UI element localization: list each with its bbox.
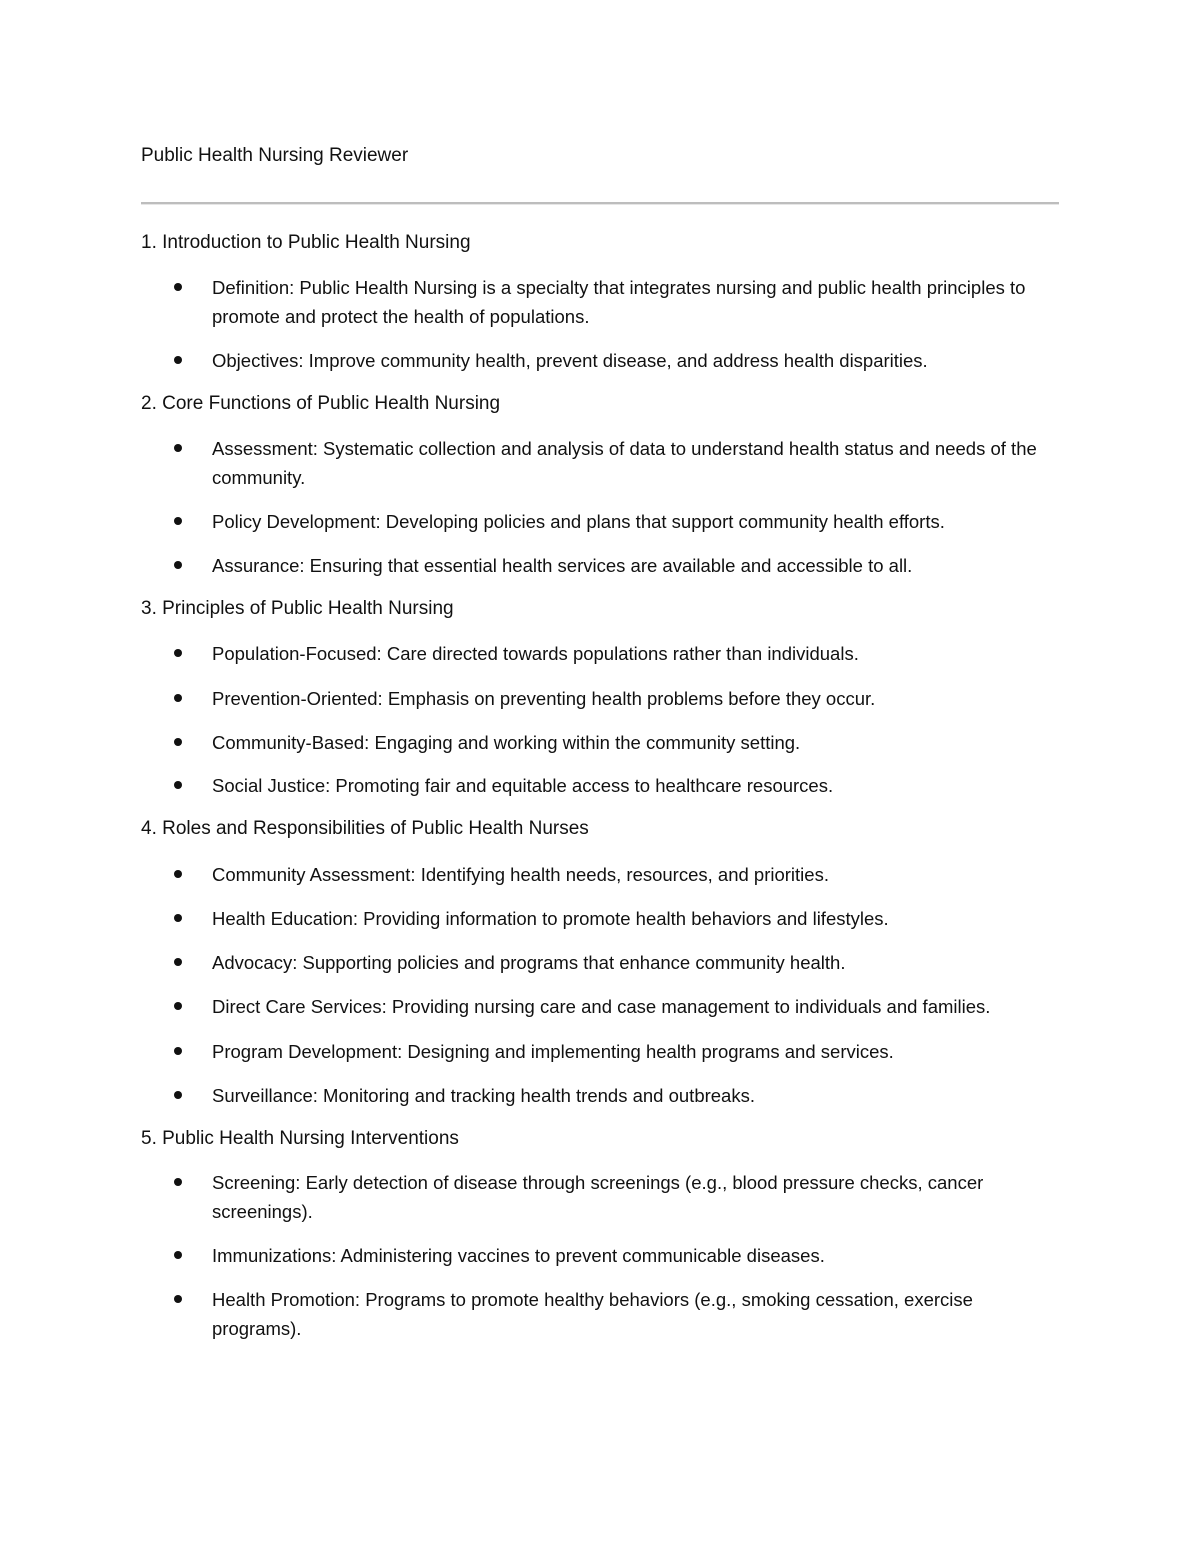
section-heading: 2. Core Functions of Public Health Nursing xyxy=(141,393,501,414)
list-item: Assessment: Systematic collection and analysis of data to understand health status and needs of the community. xyxy=(212,438,1037,488)
list-item: Immunizations: Administering vaccines to prevent communicable diseases. xyxy=(212,1245,825,1266)
list-item: Advocacy: Supporting policies and programs that enhance community health. xyxy=(212,952,846,973)
section-heading: 5. Public Health Nursing Interventions xyxy=(141,1128,459,1149)
list-item: Policy Development: Developing policies and plans that support community health efforts. xyxy=(212,511,945,532)
bullet-icon xyxy=(174,1047,182,1055)
bullet-icon xyxy=(174,781,182,789)
list-item: Health Education: Providing information to promote health behaviors and lifestyles. xyxy=(212,908,889,929)
bullet-icon xyxy=(174,958,182,966)
list-item: Community Assessment: Identifying health needs, resources, and priorities. xyxy=(212,864,829,885)
list-item: Social Justice: Promoting fair and equitable access to healthcare resources. xyxy=(212,775,834,796)
bullet-icon xyxy=(174,914,182,922)
bullet-icon xyxy=(174,1091,182,1099)
document-title: Public Health Nursing Reviewer xyxy=(141,145,409,166)
section-heading: 1. Introduction to Public Health Nursing xyxy=(141,232,471,253)
list-item: Program Development: Designing and implementing health programs and services. xyxy=(212,1041,894,1062)
list-item: Prevention-Oriented: Emphasis on preventing health problems before they occur. xyxy=(212,688,876,709)
bullet-icon xyxy=(174,1251,182,1259)
list-item: Direct Care Services: Providing nursing care and case management to individuals and families. xyxy=(212,996,991,1017)
bullet-icon xyxy=(174,356,182,364)
bullet-icon xyxy=(174,1002,182,1010)
bullet-icon xyxy=(174,1295,182,1303)
bullet-icon xyxy=(174,444,182,452)
list-item: Surveillance: Monitoring and tracking health trends and outbreaks. xyxy=(212,1085,755,1106)
list-item: Assurance: Ensuring that essential health services are available and accessible to all. xyxy=(212,555,913,576)
list-item: Community-Based: Engaging and working within the community setting. xyxy=(212,732,801,753)
list-item: Objectives: Improve community health, prevent disease, and address health disparities. xyxy=(212,350,928,371)
list-item: Definition: Public Health Nursing is a specialty that integrates nursing and public health principles to promote and protect the health of populations. xyxy=(212,277,1026,327)
bullet-icon xyxy=(174,738,182,746)
list-item: Population-Focused: Care directed towards populations rather than individuals. xyxy=(212,643,859,664)
horizontal-rule xyxy=(141,202,1059,205)
bullet-icon xyxy=(174,694,182,702)
bullet-icon xyxy=(174,561,182,569)
list-item: Health Promotion: Programs to promote healthy behaviors (e.g., smoking cessation, exercise programs). xyxy=(212,1289,973,1339)
list-item: Screening: Early detection of disease through screenings (e.g., blood pressure checks, cancer screenings). xyxy=(212,1172,984,1222)
section-heading: 4. Roles and Responsibilities of Public Health Nurses xyxy=(141,818,589,839)
bullet-icon xyxy=(174,870,182,878)
bullet-icon xyxy=(174,283,182,291)
section-heading: 3. Principles of Public Health Nursing xyxy=(141,598,454,619)
bullet-icon xyxy=(174,1178,182,1186)
bullet-icon xyxy=(174,517,182,525)
bullet-icon xyxy=(174,649,182,657)
